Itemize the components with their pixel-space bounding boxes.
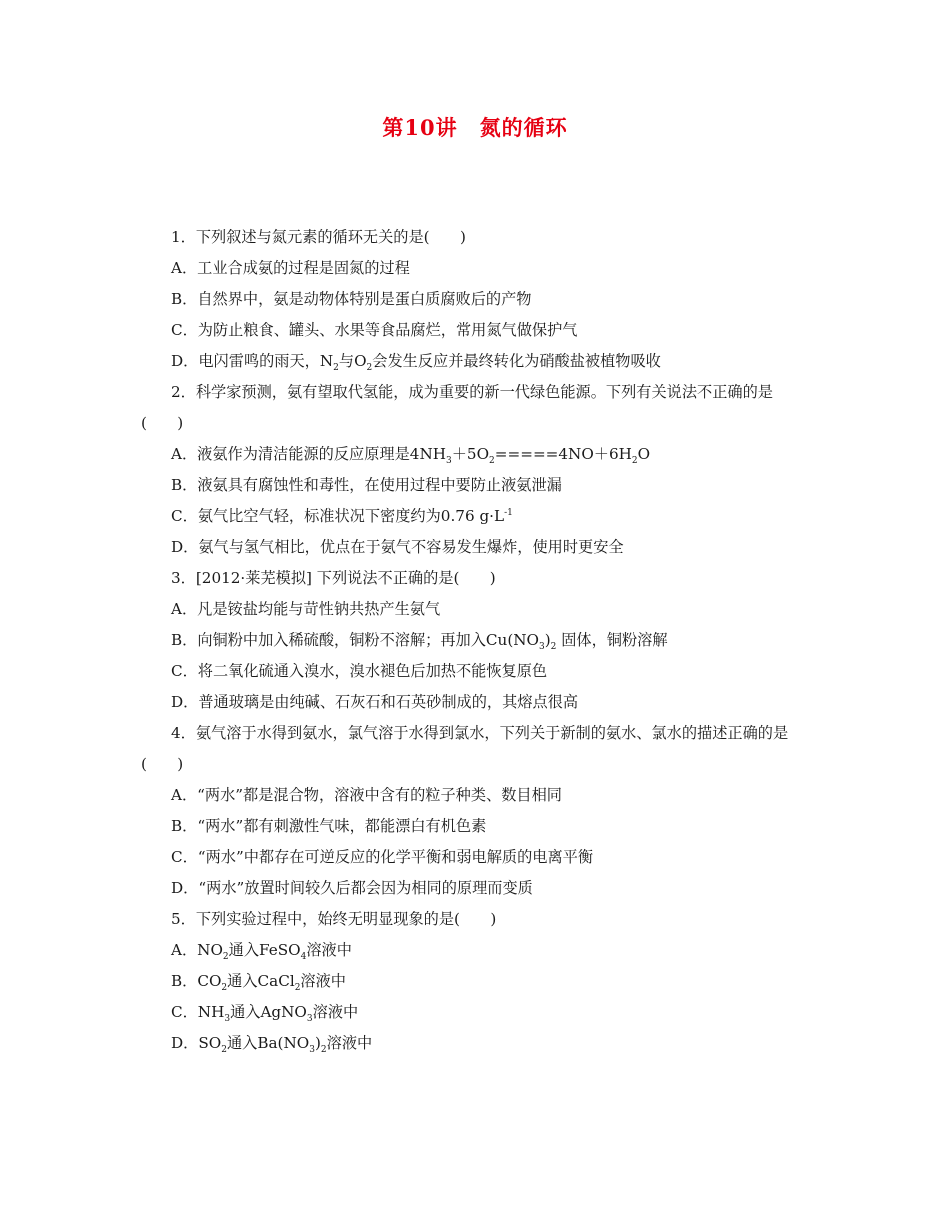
option-5d-text: 溶液中 (326, 1034, 373, 1052)
superscript: -1 (504, 507, 513, 518)
option-1d (141, 346, 811, 377)
question-stem-4: 4．氨气溶于水得到氨水，氯气溶于水得到氯水，下列关于新制的氨水、氯水的描述正确的是( ) (141, 724, 789, 773)
question-stem-3: 3．[2012·莱芜模拟] 下列说法不正确的是( ) (171, 569, 496, 587)
subscript: 3 (224, 1014, 231, 1025)
subscript: 3 (538, 642, 545, 653)
option-2b: B．液氨具有腐蚀性和毒性，在使用过程中要防止液氨泄漏 (171, 476, 562, 494)
subscript: 3 (445, 456, 452, 467)
option-2a (141, 439, 811, 470)
option-5b-text: 溶液中 (300, 972, 346, 990)
option-2c-text: C．氨气比空气轻，标准状况下密度约为0.76 g·L (171, 507, 505, 525)
subscript: 3 (306, 1014, 313, 1025)
page-title: 第10讲 氮的循环 (382, 115, 568, 140)
option-1a: A．工业合成氨的过程是固氮的过程 (171, 259, 410, 277)
option-5d-text: D．SO (171, 1034, 222, 1052)
option-3c: C．将二氧化硫通入溴水，溴水褪色后加热不能恢复原色 (171, 662, 548, 680)
option-5d-text: ) (314, 1034, 321, 1052)
option-2a-text: A．液氨作为清洁能源的反应原理是4NH (171, 445, 446, 463)
option-3d: D．普通玻璃是由纯碱、石灰石和石英砂制成的，其熔点很高 (171, 693, 579, 711)
option-5b (141, 966, 811, 997)
option-4d: D．“两水”放置时间较久后都会因为相同的原理而变质 (171, 879, 533, 897)
question-stem-1: 1．下列叙述与氮元素的循环无关的是( ) (171, 228, 466, 246)
question-stem-2: 2．科学家预测，氨有望取代氢能，成为重要的新一代绿色能源。下列有关说法不正确的是( ) (141, 383, 773, 432)
option-5c-text: 溶液中 (312, 1003, 359, 1021)
subscript: 2 (489, 456, 495, 467)
question-stem-5: 5．下列实验过程中，始终无明显现象的是( ) (171, 910, 497, 928)
subscript: 2 (320, 1045, 327, 1056)
option-2a-text: ＋5O (451, 445, 490, 463)
option-3b-text: ) (544, 631, 551, 649)
option-3b (141, 625, 811, 656)
option-5a (141, 935, 811, 966)
option-5c (141, 997, 811, 1028)
subscript: 2 (631, 456, 638, 467)
option-4b: B．“两水”都有刺激性气味，都能漂白有机色素 (171, 817, 487, 835)
option-5b-text: B．CO (171, 972, 222, 990)
option-2c (141, 501, 811, 532)
option-2a-text: O (637, 445, 651, 463)
subscript: 2 (221, 983, 228, 994)
subscript: 2 (550, 642, 557, 653)
option-1c: C．为防止粮食、罐头、水果等食品腐烂，常用氮气做保护气 (171, 321, 578, 339)
option-4a: A．“两水”都是混合物，溶液中含有的粒子种类、数目相同 (171, 786, 562, 804)
option-3b-text: 固体，铜粉溶解 (556, 631, 668, 649)
subscript: 4 (300, 952, 307, 963)
subscript: 2 (294, 983, 301, 994)
subscript: 2 (333, 363, 339, 374)
option-2d: D．氨气与氢气相比，优点在于氨气不容易发生爆炸，使用时更安全 (171, 538, 624, 556)
option-4c: C．“两水”中都存在可逆反应的化学平衡和弱电解质的电离平衡 (171, 848, 594, 866)
option-5c-text: C．NH (171, 1003, 225, 1021)
subscript: 2 (366, 363, 373, 374)
option-5b-text: 通入CaCl (227, 972, 295, 990)
question-list (141, 222, 811, 1059)
subscript: 2 (221, 1045, 227, 1056)
option-5a-text: 溶液中 (306, 941, 352, 959)
subscript: 2 (222, 952, 229, 963)
option-1b: B．自然界中，氨是动物体特别是蛋白质腐败后的产物 (171, 290, 532, 308)
option-1d-text: D．电闪雷鸣的雨天，N (171, 352, 334, 370)
option-5d-text: 通入Ba(NO (226, 1034, 310, 1052)
option-5a-text: A．NO (171, 941, 223, 959)
option-1d-text: 会发生反应并最终转化为硝酸盐被植物吸收 (372, 352, 661, 370)
option-5c-text: 通入AgNO (230, 1003, 307, 1021)
option-5a-text: 通入FeSO (228, 941, 301, 959)
option-1d-text: 与O (338, 352, 367, 370)
option-3b-text: B．向铜粉中加入稀硫酸，铜粉不溶解；再加入Cu(NO (171, 631, 539, 649)
option-3a: A．凡是铵盐均能与苛性钠共热产生氨气 (171, 600, 441, 618)
option-2a-text: =====4NO＋6H (494, 445, 632, 463)
option-5d (141, 1028, 811, 1059)
subscript: 3 (309, 1045, 315, 1056)
